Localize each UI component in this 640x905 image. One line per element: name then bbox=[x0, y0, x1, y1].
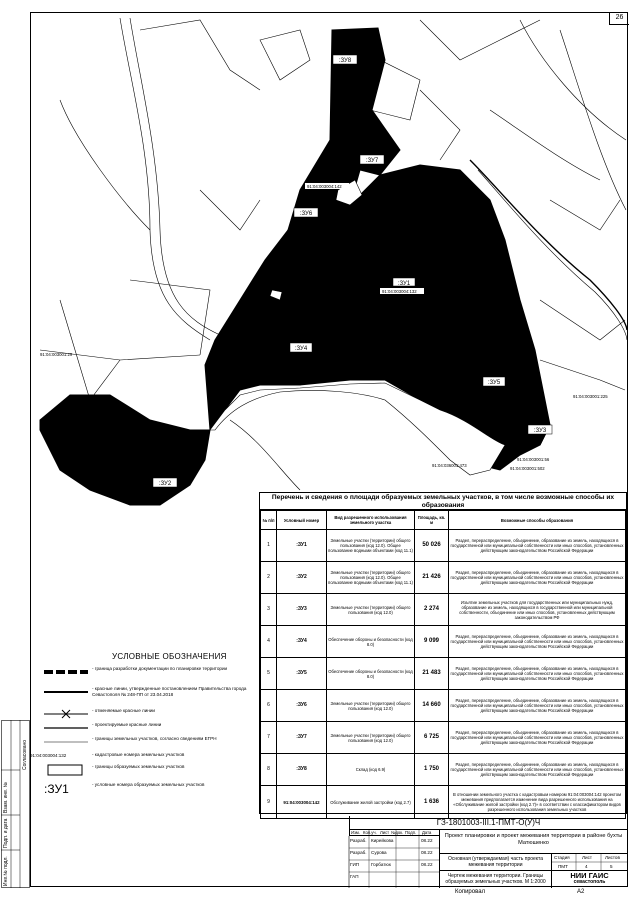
egrn-boundary-symbol bbox=[42, 736, 92, 750]
table-header-row bbox=[261, 511, 626, 530]
legend-item: :ЗУ1 - условные номера образуемых земельных участков bbox=[44, 782, 205, 796]
legend-item: - красные линии, утвержденные постановлением Правительства города Севастополя № 248-ПП от 23.04.2018 bbox=[42, 686, 252, 704]
new-parcel-boundary-symbol bbox=[42, 764, 92, 778]
stamp-header: Изм. Кол.уч. Лист №док. Подп. Дата bbox=[349, 830, 439, 836]
strip-inventory-label: Инв.№ подл. bbox=[3, 856, 9, 886]
parcel-zu2 bbox=[40, 395, 210, 505]
parcel-label-zu3: :ЗУ3 bbox=[533, 428, 547, 434]
sheet-format: А2 bbox=[577, 889, 585, 895]
approval-strip bbox=[1, 720, 30, 888]
table-row: 6 :ЗУ6 Земельные участки (территории) общего пользования (код 12.0) 14 660 Раздел, перераспределение, объединение, образование из земель, находящихся в государственной или муниципальной собственности или иных способов, установленных действующим законодательством Российской Федерации bbox=[261, 690, 626, 722]
legend-item: - границы земельных участков, согласно сведениям ЕГРН bbox=[42, 736, 252, 754]
signatories: Разраб. Кирейкова 08.22 Разраб. Сурова 08.22 ГИП Горбатюк 08.22 ГАП bbox=[350, 838, 433, 879]
parcel-label-zu7: :ЗУ7 bbox=[365, 158, 379, 164]
col-header: Вид разрешенного использования земельного участка bbox=[327, 511, 415, 530]
parcel-label-zu1: :ЗУ1 bbox=[397, 281, 411, 287]
stage-block: Стадия Лист Листов ПМТ 4 5 bbox=[551, 854, 627, 871]
strip-signature-label: Подп. и дата bbox=[3, 818, 9, 848]
cadastral-sample: 91:04:003004:132 bbox=[30, 753, 67, 758]
drawing-name: Чертеж межевания территории. Границы образуемых земельных участков. М 1:2000 bbox=[439, 871, 551, 888]
parcel-label-zu8: :ЗУ8 bbox=[338, 58, 352, 64]
cadastral-label: 91:04:003001:225 bbox=[573, 394, 608, 399]
legend-item: - границы образуемых земельных участков bbox=[42, 764, 252, 782]
cancelled-line-symbol bbox=[42, 708, 92, 722]
table-row: 3 :ЗУ3 Земельные участки (территории) общего пользования (код 12.0) 2 274 Изъятие земельных участков для государственных или муниципальных нужд, образование из земель, находящихся в государственной или муниципальной собственности, объединение или иных способов, установленных действующим законодательством РФ bbox=[261, 594, 626, 626]
map-legend bbox=[30, 652, 252, 827]
col-header: Условный номер bbox=[277, 511, 327, 530]
parcel-label-zu6: :ЗУ6 bbox=[299, 211, 313, 217]
title-block bbox=[259, 813, 627, 887]
cadastral-label: 91:04:036001:473 bbox=[432, 463, 467, 468]
organization: НИИ ГАИС севастополь bbox=[551, 871, 627, 888]
sheet-name: Основная (утверждаемая) часть проекта межевания территории bbox=[439, 854, 551, 871]
table-row: 8 :ЗУ8 Склад (код 6.9) 1 750 Раздел, перераспределение, объединение, образование из земель, находящихся в государственной или муниципальной собственности или иных способов, установленных действующим законодательством Российской Федерации bbox=[261, 754, 626, 786]
projected-line-symbol bbox=[42, 722, 92, 736]
strip-approved-label: Согласовано bbox=[22, 739, 28, 770]
parcel-label-zu4: :ЗУ4 bbox=[294, 346, 308, 352]
cadastral-label: 91:04:003001:56 bbox=[517, 457, 550, 462]
table-row: 7 :ЗУ7 Земельные участки (территории) общего пользования (код 12.0) 6 725 Раздел, перераспределение, объединение, образование из земель, находящихся в государственной или муниципальной собственности или иных способов, установленных действующим законодательством Российской Федерации bbox=[261, 722, 626, 754]
legend-title: УСЛОВНЫЕ ОБОЗНАЧЕНИЯ bbox=[112, 652, 227, 661]
strip-replacement-label: Взам. инв. № bbox=[3, 782, 9, 813]
table-row: 1 :ЗУ1 Земельные участки (территории) общего пользования (код 12.0). Общее пользование водными объектами (код 11.1) 50 026 Раздел, перераспределение, объединение, образование из земель, находящихся в государственной или муниципальной собственности или иных способов, установленных действующим законодательством Российской Федерации bbox=[261, 530, 626, 562]
parcel-label-zu5: :ЗУ5 bbox=[487, 380, 501, 386]
copied-by: Копировал bbox=[455, 889, 486, 895]
col-header: № п/п bbox=[261, 511, 277, 530]
legend-item: 91:04:003004:132 - кадастровые номера земельных участков bbox=[42, 752, 252, 770]
col-header: Возможные способы образования bbox=[449, 511, 626, 530]
table-row: 2 :ЗУ2 Земельные участки (территории) общего пользования (код 12.0). Общее пользование водными объектами (код 11.1) 21 426 Раздел, перераспределение, объединение, образование из земель, находящихся в государственной или муниципальной собственности или иных способов, установленных действующим законодательством Российской Федерации bbox=[261, 562, 626, 594]
cadastral-label: 91:04:003004:142 bbox=[307, 184, 342, 189]
document-code: ГЗ-1801003-III.1-ПМТ-О(У)Ч bbox=[349, 816, 627, 830]
cadastral-label: 91:04:003001:502 bbox=[510, 466, 545, 471]
table-row: 9 91:04:003004:142 Обслуживание жилой застройки (код 2.7) 1 636 В отношении земельного участка с кадастровым номером 91:04:003004:142 проектом межевания предполагается изменение вида разрешенного использования на «Обслуживание жилой застройки (код 2.7)» в соответствии с классификатором видов разрешенного использования земельных участков bbox=[261, 786, 626, 819]
cadastral-label: 91:04:003001:29 bbox=[40, 352, 73, 357]
project-title: Проект планировки и проект межевания территории в районе бухты Матюшенко bbox=[439, 830, 627, 854]
table-row: 5 :ЗУ5 Обеспечение обороны и безопасности (код 8.0) 21 483 Раздел, перераспределение, объединение, образование из земель, находящихся в государственной или муниципальной собственности или иных способов, установленных действующим законодательством Российской Федерации bbox=[261, 658, 626, 690]
cadastral-label: 91:04:003004:132 bbox=[382, 289, 417, 294]
table-title: Перечень и сведения о площади образуемых земельных участков, в том числе возможные способы их образования bbox=[260, 493, 626, 510]
legend-item: - отменяемые красные линии bbox=[42, 708, 252, 726]
boundary-dashed-symbol bbox=[42, 666, 92, 680]
page-number: 26 bbox=[609, 12, 629, 25]
legend-item: - граница разработки документации по планировке территории bbox=[42, 666, 252, 684]
table-row: 4 :ЗУ4 Обеспечение обороны и безопасности (код 8.0) 9 099 Раздел, перераспределение, объединение, образование из земель, находящихся в государственной или муниципальной собственности или иных способов, установленных действующим законодательством Российской Федерации bbox=[261, 626, 626, 658]
red-line-symbol bbox=[42, 686, 92, 700]
legend-item: - проектируемые красные линии bbox=[42, 722, 252, 740]
parcel-number-sample: :ЗУ1 bbox=[44, 782, 69, 796]
parcel-table bbox=[259, 492, 627, 814]
col-header: Площадь, кв. м bbox=[415, 511, 449, 530]
parcel-label-zu2: :ЗУ2 bbox=[158, 481, 172, 487]
